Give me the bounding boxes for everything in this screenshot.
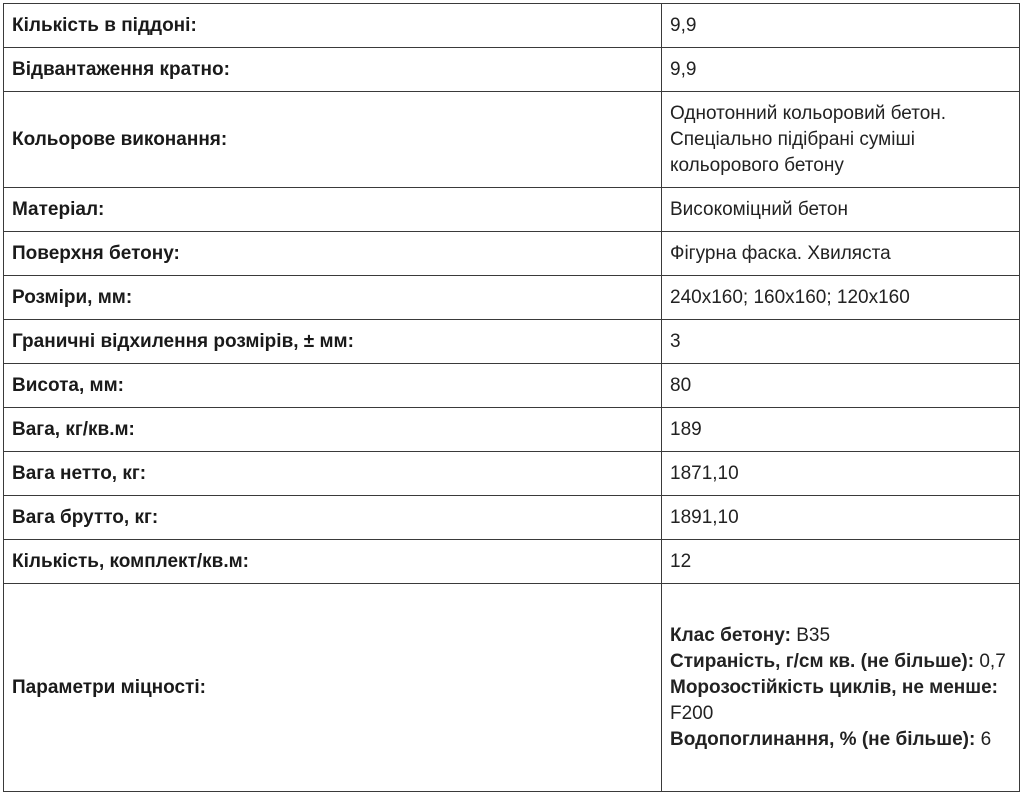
table-row-strength	[4, 584, 1020, 792]
row-value: 240x160; 160x160; 120x160	[662, 276, 1020, 320]
row-value: Високоміцний бетон	[662, 188, 1020, 232]
row-label: Кількість, комплект/кв.м:	[4, 540, 662, 584]
strength-key: Морозостійкість циклів, не менше:	[670, 676, 999, 698]
table-row	[4, 408, 1020, 452]
table-row	[4, 452, 1020, 496]
table-row	[4, 4, 1020, 48]
table-row	[4, 232, 1020, 276]
strength-value: B35	[796, 624, 831, 646]
row-label: Вага брутто, кг:	[4, 496, 662, 540]
row-value: 9,9	[662, 48, 1020, 92]
row-value: 1871,10	[662, 452, 1020, 496]
spec-table	[3, 3, 1020, 792]
table-row	[4, 320, 1020, 364]
strength-key: Клас бетону:	[670, 624, 791, 646]
table-row	[4, 48, 1020, 92]
strength-key: Стираність, г/см кв. (не більше):	[670, 650, 975, 672]
strength-label: Параметри міцності:	[4, 584, 662, 792]
row-label: Відвантаження кратно:	[4, 48, 662, 92]
table-row	[4, 540, 1020, 584]
table-row	[4, 276, 1020, 320]
row-label: Поверхня бетону:	[4, 232, 662, 276]
row-label: Вага нетто, кг:	[4, 452, 662, 496]
row-value: Фігурна фаска. Хвиляста	[662, 232, 1020, 276]
row-label: Вага, кг/кв.м:	[4, 408, 662, 452]
row-value: 12	[662, 540, 1020, 584]
strength-item-water-absorption	[670, 727, 1011, 753]
row-value: 3	[662, 320, 1020, 364]
row-label: Матеріал:	[4, 188, 662, 232]
strength-item-frost-resistance	[670, 675, 1011, 727]
strength-value: F200	[670, 702, 714, 724]
row-value: 189	[662, 408, 1020, 452]
row-label: Кількість в піддоні:	[4, 4, 662, 48]
row-label: Розміри, мм:	[4, 276, 662, 320]
strength-key: Водопоглинання, % (не більше):	[670, 728, 976, 750]
table-row	[4, 188, 1020, 232]
row-value: Однотонний кольоровий бетон. Спеціально підібрані суміші кольорового бетону	[662, 92, 1020, 188]
strength-item-concrete-class	[670, 623, 1011, 649]
table-row	[4, 364, 1020, 408]
strength-value: 0,7	[979, 650, 1006, 672]
row-label: Висота, мм:	[4, 364, 662, 408]
row-value: 9,9	[662, 4, 1020, 48]
table-row	[4, 92, 1020, 188]
row-label: Кольорове виконання:	[4, 92, 662, 188]
strength-item-abrasion	[670, 649, 1011, 675]
row-value: 80	[662, 364, 1020, 408]
strength-values	[662, 584, 1020, 792]
strength-value: 6	[980, 728, 992, 750]
table-row	[4, 496, 1020, 540]
row-value: 1891,10	[662, 496, 1020, 540]
row-label: Граничні відхилення розмірів, ± мм:	[4, 320, 662, 364]
